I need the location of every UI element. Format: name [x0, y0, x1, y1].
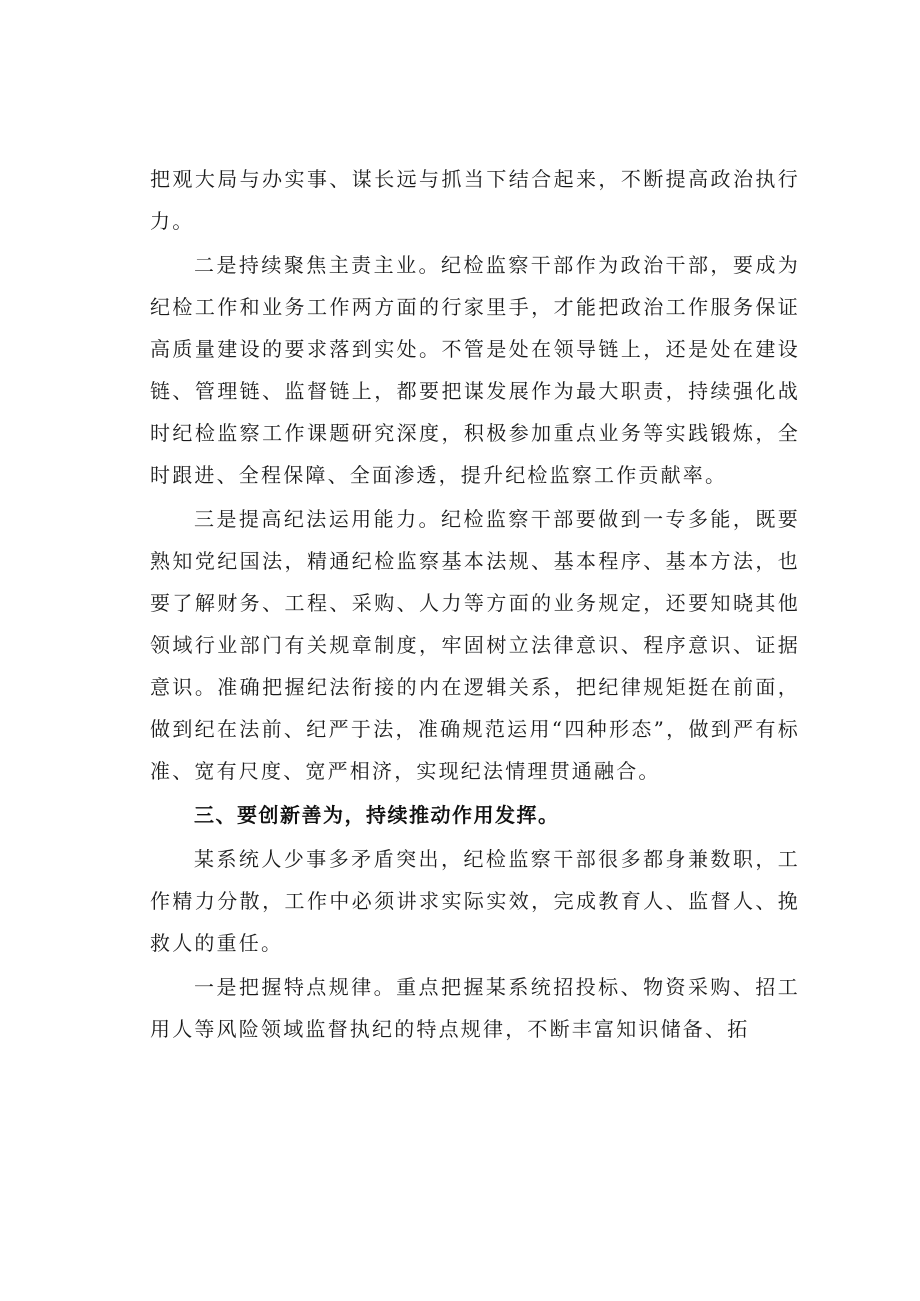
section-heading: 三、要创新善为，持续推动作用发挥。 [194, 803, 560, 827]
paragraph-body: 三是提高纪法运用能力。纪检监察干部要做到一专多能，既要熟知党纪国法，精通纪检监察基本法规、基本程序、基本方法，也要了解财务、工程、采购、人力等方面的业务规定，还要知晓其他领域行业部门有关规章制度，牢固树立法律意识、程序意识、证据意识。准确把握纪法衔接的内在逻辑关系，把纪律规矩挺在前面，做到纪在法前、纪严于法，准确规范运用“四种形态”，做到严有标准、宽有尺度、宽严相济，实现纪法情理贯通融合。 [150, 507, 800, 783]
paragraph-continuation: 把观大局与办实事、谋长远与抓当下结合起来，不断提高政治执行力。 [150, 167, 800, 233]
document-body [150, 158, 800, 1050]
paragraph-body: 二是持续聚焦主责主业。纪检监察干部作为政治干部，要成为纪检工作和业务工作两方面的行家里手，才能把政治工作服务保证高质量建设的要求落到实处。不管是处在领导链上，还是处在建设链、管理链、监督链上，都要把谋发展作为最大职责，持续强化战时纪检监察工作课题研究深度，积极参加重点业务等实践锻炼，全时跟进、全程保障、全面渗透，提升纪检监察工作贡献率。 [150, 253, 800, 487]
paragraph-body: 某系统人少事多矛盾突出，纪检监察干部很多都身兼数职，工作精力分散，工作中必须讲求实际实效，完成教育人、监督人、挽救人的重任。 [150, 847, 800, 955]
paragraph-body: 一是把握特点规律。重点把握某系统招投标、物资采购、招工用人等风险领域监督执纪的特点规律，不断丰富知识储备、拓 [150, 975, 800, 1041]
